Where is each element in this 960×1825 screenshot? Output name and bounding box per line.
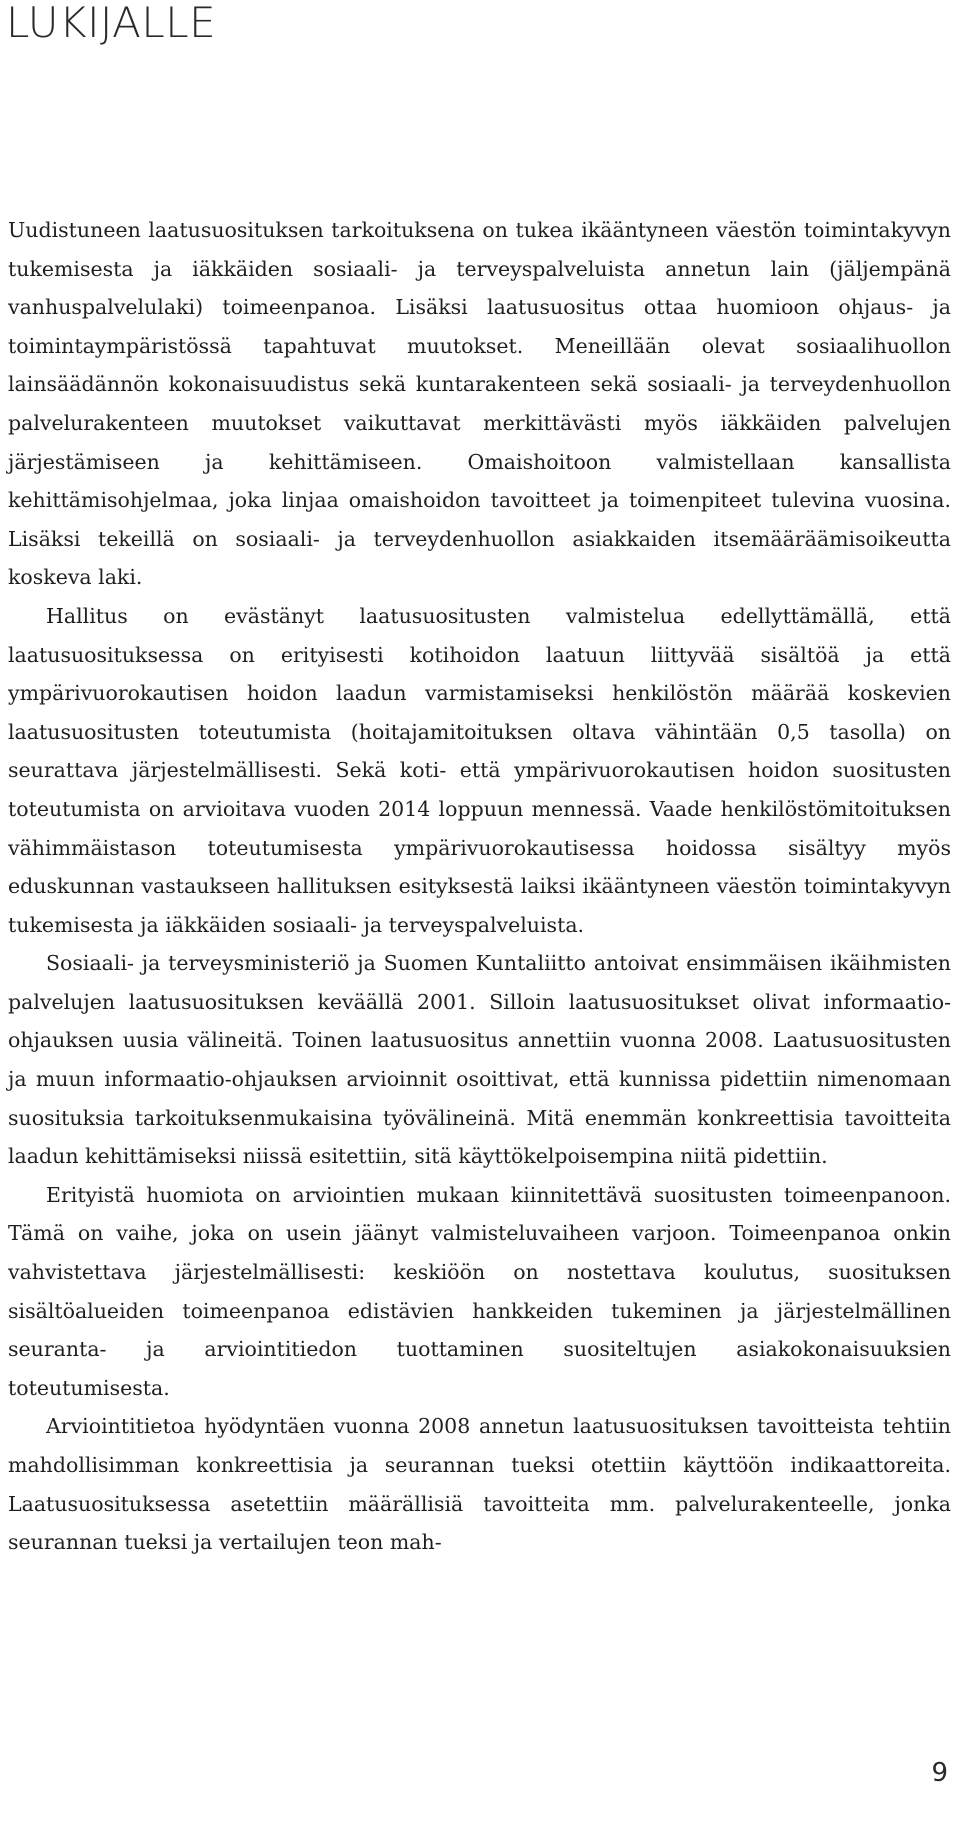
page-number: 9	[931, 1758, 948, 1788]
paragraph-2: Hallitus on evästänyt laatusuositusten valmistelua edellyttämällä, että laatusuosituksessa on erityisesti kotihoidon laatuun liittyvää sisältöä ja että ympärivuorokautisen hoidon laadun varmistamiseksi henkilöstön määrää koskevien laatusuositusten toteutumista (hoitajamitoituksen oltava vähintään 0,5 tasolla) on seurattava järjestelmällisesti. Sekä koti- että ympärivuorokautisen hoidon suositusten toteutumista on arvioitava vuoden 2014 loppuun mennessä. Vaade henkilöstömitoituksen vähimmäistason toteutumisesta ympärivuorokautisessa hoidossa sisältyy myös eduskunnan vastaukseen hallituksen esityksestä laiksi ikääntyneen väestön toimintakyvyn tukemisesta ja iäkkäiden sosiaali- ja terveyspalveluista.	[8, 603, 951, 937]
paragraph-3: Sosiaali- ja terveysministeriö ja Suomen Kuntaliitto antoivat ensimmäisen ikäihmisten palvelujen laatusuosituksen keväällä 2001. Silloin laatusuositukset olivat informaatio-ohjauksen uusia välineitä. Toinen laatusuositus annettiin vuonna 2008. Laatusuositusten ja muun informaatio-ohjauksen arvioinnit osoittivat, että kunnissa pidettiin nimenomaan suosituksia tarkoituksenmukaisina työvälineinä. Mitä enemmän konkreettisia tavoitteita laadun kehittämiseksi niissä esitettiin, sitä käyttökelpoisempina niitä pidettiin.	[8, 951, 951, 1169]
paragraph-1: Uudistuneen laatusuosituksen tarkoituksena on tukea ikääntyneen väestön toimintakyvyn tukemisesta ja iäkkäiden sosiaali- ja terveyspalveluista annetun lain (jäljempänä vanhuspalvelulaki) toimeenpanoa. Lisäksi laatusuositus ottaa huomioon ohjaus- ja toimintaympäristössä tapahtuvat muutokset. Meneillään olevat sosiaalihuollon lainsäädännön kokonaisuudistus sekä kuntarakenteen sekä sosiaali- ja terveydenhuollon palvelurakenteen muutokset vaikuttavat merkittävästi myös iäkkäiden palvelujen järjestämiseen ja kehittämiseen. Omaishoitoon valmistellaan kansallista kehittämisohjelmaa, joka linjaa omaishoidon tavoitteet ja toimenpiteet tulevina vuosina. Lisäksi tekeillä on sosiaali- ja terveydenhuollon asiakkaiden itsemääräämisoikeutta koskeva laki.	[8, 218, 951, 590]
body-text	[8, 211, 951, 1562]
page-heading: LUKIJALLE	[6, 0, 217, 47]
paragraph-4: Erityistä huomiota on arviointien mukaan kiinnitettävä suositusten toimeenpanoon. Tämä on vaihe, joka on usein jäänyt valmisteluvaiheen varjoon. Toimeenpanoa onkin vahvistettava järjestelmällisesti: keskiöön on nostettava koulutus, suosituksen sisältöalueiden toimeenpanoa edistävien hankkeiden tukeminen ja järjestelmällinen seuranta- ja arviointitiedon tuottaminen suositeltujen asiakokonaisuuksien toteutumisesta.	[8, 1182, 951, 1400]
paragraph-5: Arviointitietoa hyödyntäen vuonna 2008 annetun laatusuosituksen tavoitteista tehtiin mahdollisimman konkreettisia ja seurannan tueksi otettiin käyttöön indikaattoreita. Laatusuosituksessa asetettiin määrällisiä tavoitteita mm. palvelurakenteelle, jonka seurannan tueksi ja vertailujen teon mah-	[8, 1414, 951, 1555]
